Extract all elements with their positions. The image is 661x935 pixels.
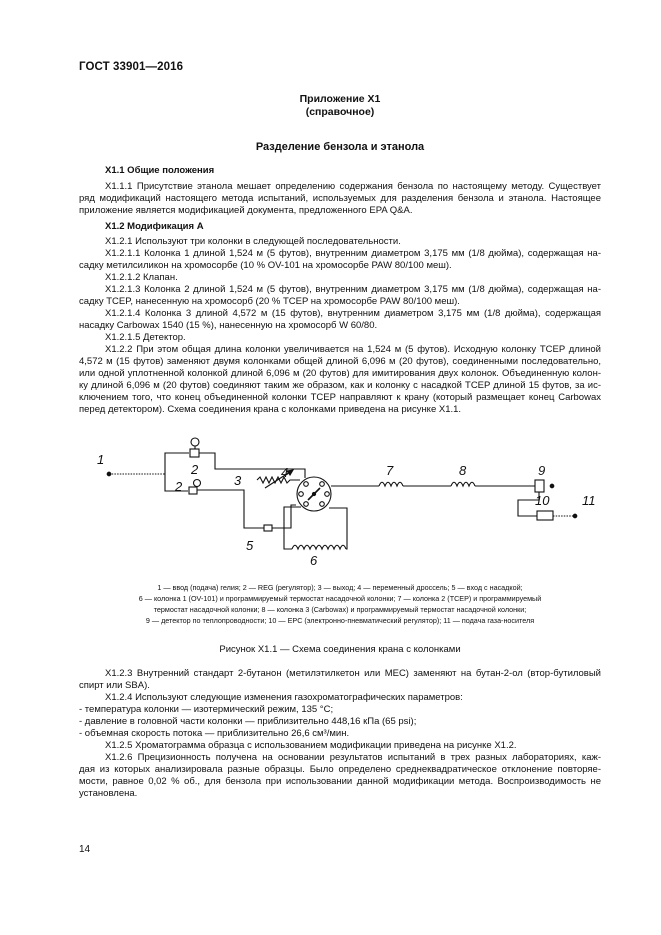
diagram-label: 2 bbox=[175, 479, 183, 494]
valve-connection-diagram bbox=[79, 430, 601, 580]
paragraph-line: мости, равное 0,02 % об., для бензола при использовании данной модификации метода. Воспроизводимость не bbox=[79, 776, 601, 787]
paragraph-line: Х1.1.1 Присутствие этанола мешает определению содержания бензола по настоящему методу. Существует bbox=[105, 181, 601, 192]
gauge-upper-icon bbox=[191, 438, 199, 446]
legend-line: термостат насадочной колонки; 8 — колонка 3 (Carbowax) и программируемый термостат насадочной колонки; bbox=[153, 605, 527, 614]
diagram-label: 6 bbox=[310, 553, 318, 568]
paragraph-line: спирт или SBA). bbox=[79, 680, 150, 691]
column-7-coil bbox=[379, 482, 403, 486]
upper-branch bbox=[165, 453, 189, 474]
body-text-block-2 bbox=[79, 668, 601, 800]
diagram-label: 5 bbox=[246, 538, 254, 553]
paragraph-line: - объемная скорость потока — приблизительно 26,6 см³/мин. bbox=[79, 728, 350, 739]
carrier-gas-point bbox=[573, 514, 577, 518]
paragraph-line: перед детектором). Схема соединения крана с колонками приведена на рисунке Х1.1. bbox=[79, 404, 462, 415]
diagram-label: 4 bbox=[281, 465, 289, 480]
paragraph-line: или одной уплотненной колонкой длиной 6,096 м (20 футов) для имитирования двух колонок. Объединенную колон- bbox=[79, 368, 601, 379]
paragraph-line: насадку Carbowax 1540 (15 %), нанесенную на хромосорб W 60/80. bbox=[79, 320, 378, 331]
paragraph-line: садку TCEP, нанесенную на хромосорб (20 % TCEP на хромосорбе PAW 80/100 меш). bbox=[79, 296, 460, 307]
paragraph-line: Х1.2.1.1 Колонка 1 длиной 1,524 м (5 футов), внутренним диаметром 3,175 мм (1/8 дюйма), содержащая на- bbox=[105, 248, 601, 259]
diagram-label: 3 bbox=[234, 473, 242, 488]
valve-port bbox=[299, 492, 304, 497]
valve-port bbox=[304, 502, 309, 507]
valve-port bbox=[304, 482, 309, 487]
diagram-label: 11 bbox=[582, 493, 596, 508]
subsection-heading: Х1.2 Модификация А bbox=[105, 221, 204, 232]
valve-port bbox=[320, 502, 325, 507]
inlet-with-packing bbox=[264, 525, 272, 531]
paragraph-line: Х1.2.3 Внутренний стандарт 2-бутанон (метилэтилкетон или МЕС) заменяют на бутан-2-ол (втор-бутиловый bbox=[105, 668, 601, 679]
inlet-point bbox=[107, 472, 111, 476]
figure-caption: Рисунок Х1.1 — Схема соединения крана с колонками bbox=[219, 644, 461, 655]
diagram-label: 2 bbox=[191, 462, 199, 477]
figure-legend bbox=[82, 582, 598, 626]
page-number: 14 bbox=[79, 844, 91, 855]
paragraph-line: Х1.2.2 При этом общая длина колонки увеличивается на 1,524 м (5 футов). Исходную колонку TCEP длиной bbox=[105, 344, 601, 355]
diagram-label: 10 bbox=[535, 493, 550, 508]
column-6-right-lead bbox=[329, 508, 347, 549]
appendix-title: Приложение Х1 bbox=[299, 93, 381, 105]
legend-line: 9 — детектор по теплопроводности; 10 — EPC (электронно-пневматический регулятор); 11 — подача газа-носителя bbox=[145, 616, 535, 625]
diagram-label: 8 bbox=[459, 463, 467, 478]
gauge-lower-icon bbox=[194, 480, 201, 487]
valve-port bbox=[325, 492, 330, 497]
section-title: Разделение бензола и этанола bbox=[255, 141, 425, 153]
epc-regulator bbox=[537, 511, 553, 520]
legend-line: 1 — ввод (подача) гелия; 2 — REG (регулятор); 3 — выход; 4 — переменный дроссель; 5 — вход с насадкой; bbox=[157, 583, 523, 592]
paragraph-line: ку длиной 6,096 м (20 футов) соединяют таким же образом, как и колонку с насадкой TCEP длиной 15 футов, за ис- bbox=[79, 380, 601, 391]
tcd-detector bbox=[535, 480, 544, 492]
paragraph-line: 4,572 м (15 футов) заменяют двумя колонками общей длиной 6,096 м (20 футов), соединенными последовательно, bbox=[79, 356, 601, 367]
diagram-label: 1 bbox=[97, 452, 105, 467]
subsection-heading: Х1.1 Общие положения bbox=[105, 165, 215, 176]
column-6-coil bbox=[292, 545, 346, 549]
detector-outlet bbox=[550, 484, 554, 488]
body-text-block-1 bbox=[79, 165, 601, 416]
paragraph-line: Х1.2.6 Прецизионность получена на основании результатов испытаний в трех разных лабораториях, каж- bbox=[105, 752, 601, 763]
regulator-upper bbox=[190, 449, 199, 457]
paragraph-line: - температура колонки — изотермический режим, 135 °С; bbox=[79, 704, 334, 715]
legend-line: 6 — колонка 1 (OV-101) и программируемый термостат насадочной колонки; 7 — колонка 2 (TCEP) и программируемый bbox=[138, 594, 542, 603]
column-8-coil bbox=[451, 482, 475, 486]
paragraph-line: приложение является модификацией документа, предложенного EPA Q&A. bbox=[79, 205, 413, 216]
valve-center bbox=[312, 492, 315, 495]
regulator-lower bbox=[189, 487, 197, 494]
line-to-inlet-5 bbox=[197, 490, 264, 528]
paragraph-line: - давление в головной части колонки — приблизительно 448,16 кПа (65 psi); bbox=[79, 716, 417, 727]
paragraph-line: ключением того, что конец объединенной колонки TCEP направляют к крану (который размещает конец Carbowax bbox=[79, 392, 601, 403]
paragraph-line: Х1.2.1.5 Детектор. bbox=[105, 332, 186, 343]
paragraph-line: Х1.2.4 Используют следующие изменения газохроматографических параметров: bbox=[105, 692, 463, 703]
paragraph-line: Х1.2.1.4 Колонка 3 длиной 4,572 м (15 футов), внутренним диаметром 3,175 мм (1/8 дюйма), содержащая bbox=[105, 308, 601, 319]
variable-restrictor-coil bbox=[257, 477, 300, 483]
paragraph-line: Х1.2.1.3 Колонка 2 длиной 1,524 м (5 футов), внутренним диаметром 3,175 мм (1/8 дюйма), содержащая на- bbox=[105, 284, 601, 295]
paragraph-line: садку метилсиликон на хромосорбе (10 % OV-101 на хромосорбе PAW 80/100 меш). bbox=[79, 260, 452, 271]
diagram-label: 9 bbox=[538, 463, 546, 478]
paragraph-line: Х1.2.1 Используют три колонки в следующей последовательности. bbox=[105, 236, 401, 247]
diagram-label: 7 bbox=[386, 463, 394, 478]
paragraph-line: установлена. bbox=[79, 788, 138, 799]
valve-port bbox=[320, 482, 325, 487]
paragraph-line: ряд модификаций настоящего метода испытаний, используемых для разделения бензола и этанола. Настоящее bbox=[79, 193, 601, 204]
appendix-subtitle: (справочное) bbox=[305, 106, 375, 118]
paragraph-line: Х1.2.1.2 Клапан. bbox=[105, 272, 178, 283]
paragraph-line: Х1.2.5 Хроматограмма образца с использованием модификации приведена на рисунке Х1.2. bbox=[105, 740, 517, 751]
paragraph-line: дая из которых анализировала разные образцы. Было определено среднеквадратическое отклонение повторяе- bbox=[79, 764, 601, 775]
standard-designation: ГОСТ 33901—2016 bbox=[79, 61, 184, 73]
